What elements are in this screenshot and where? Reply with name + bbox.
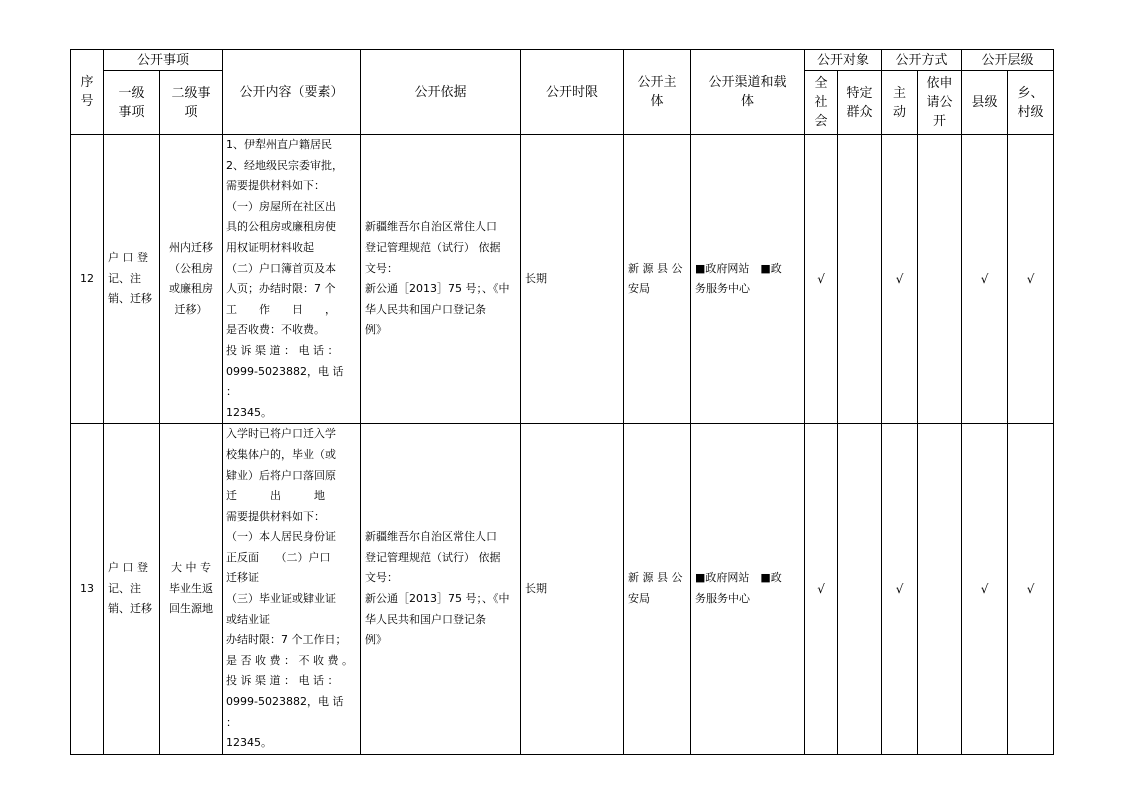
header-group-level: 公开层级 <box>962 50 1054 71</box>
table-row <box>71 135 1054 424</box>
header-target-all: 全 社 会 <box>805 71 838 135</box>
row-level1: 户 口 登 记、注 销、迁移 <box>104 424 160 755</box>
row-channel: ■政府网站 ■政 务服务中心 <box>691 135 805 424</box>
row-level2: 大 中 专 毕业生返 回生源地 <box>160 424 223 755</box>
header-channel: 公开渠道和载 体 <box>691 50 805 135</box>
header-subject: 公开主 体 <box>624 50 691 135</box>
row-period: 长期 <box>521 424 624 755</box>
header-group-target: 公开对象 <box>805 50 882 71</box>
header-level-county: 县级 <box>962 71 1008 135</box>
row-content: 1、伊犁州直户籍居民 2、经地级民宗委审批， 需要提供材料如下： （一）房屋所在社区出 具的公租房或廉租房使 用权证明材料收起 （二）户口簿首页及本 人页；办结时限：7 个 工 作 日 ， 是否收费：不收费。 投 诉 渠 道 ： 电 话 ： 0999-5023882，电 话 ： 12345。 <box>223 135 361 424</box>
row-level-village-check: √ <box>1008 135 1054 424</box>
row-method-active-check: √ <box>882 424 918 755</box>
row-target-all-check: √ <box>805 424 838 755</box>
header-group-items: 公开事项 <box>104 50 223 71</box>
row-level-county-check: √ <box>962 424 1008 755</box>
header-period: 公开时限 <box>521 50 624 135</box>
header-group-method: 公开方式 <box>882 50 962 71</box>
row-content: 入学时已将户口迁入学 校集体户的，毕业（或 肄业）后将户口落回原 迁 出 地 需要提供材料如下： （一）本人居民身份证 正反面 （二）户口 迁移证 （三）毕业证或肄业证 或结业证 办结时限：7 个工作日； 是 否 收 费 ： 不 收 费 。 投 诉 渠 道 ： 电 话 ： 0999-5023882，电 话 ： 12345。 <box>223 424 361 755</box>
row-seq: 12 <box>71 135 104 424</box>
header-level2: 二级事 项 <box>160 71 223 135</box>
header-level1: 一级 事项 <box>104 71 160 135</box>
row-target-specific-check <box>838 135 882 424</box>
row-target-specific-check <box>838 424 882 755</box>
row-level-county-check: √ <box>962 135 1008 424</box>
header-basis: 公开依据 <box>361 50 521 135</box>
row-subject: 新 源 县 公 安局 <box>624 424 691 755</box>
row-channel: ■政府网站 ■政 务服务中心 <box>691 424 805 755</box>
header-seq: 序 号 <box>71 50 104 135</box>
row-basis: 新疆维吾尔自治区常住人口 登记管理规范（试行） 依据 文号： 新公通［2013］75 号；、《中 华人民共和国户口登记条 例》 <box>361 424 521 755</box>
row-target-all-check: √ <box>805 135 838 424</box>
disclosure-table <box>70 49 1054 755</box>
table-row <box>71 424 1054 755</box>
row-method-active-check: √ <box>882 135 918 424</box>
row-level2: 州内迁移 （公租房 或廉租房 迁移） <box>160 135 223 424</box>
row-period: 长期 <box>521 135 624 424</box>
row-method-apply-check <box>918 424 962 755</box>
header-level-village: 乡、 村级 <box>1008 71 1054 135</box>
header-target-specific: 特定 群众 <box>838 71 882 135</box>
header-method-apply: 依申 请公 开 <box>918 71 962 135</box>
header-method-active: 主 动 <box>882 71 918 135</box>
row-level1: 户 口 登 记、注 销、迁移 <box>104 135 160 424</box>
row-seq: 13 <box>71 424 104 755</box>
header-content: 公开内容（要素） <box>223 50 361 135</box>
row-method-apply-check <box>918 135 962 424</box>
row-basis: 新疆维吾尔自治区常住人口 登记管理规范（试行） 依据 文号： 新公通［2013］75 号；、《中 华人民共和国户口登记条 例》 <box>361 135 521 424</box>
row-level-village-check: √ <box>1008 424 1054 755</box>
row-subject: 新 源 县 公 安局 <box>624 135 691 424</box>
